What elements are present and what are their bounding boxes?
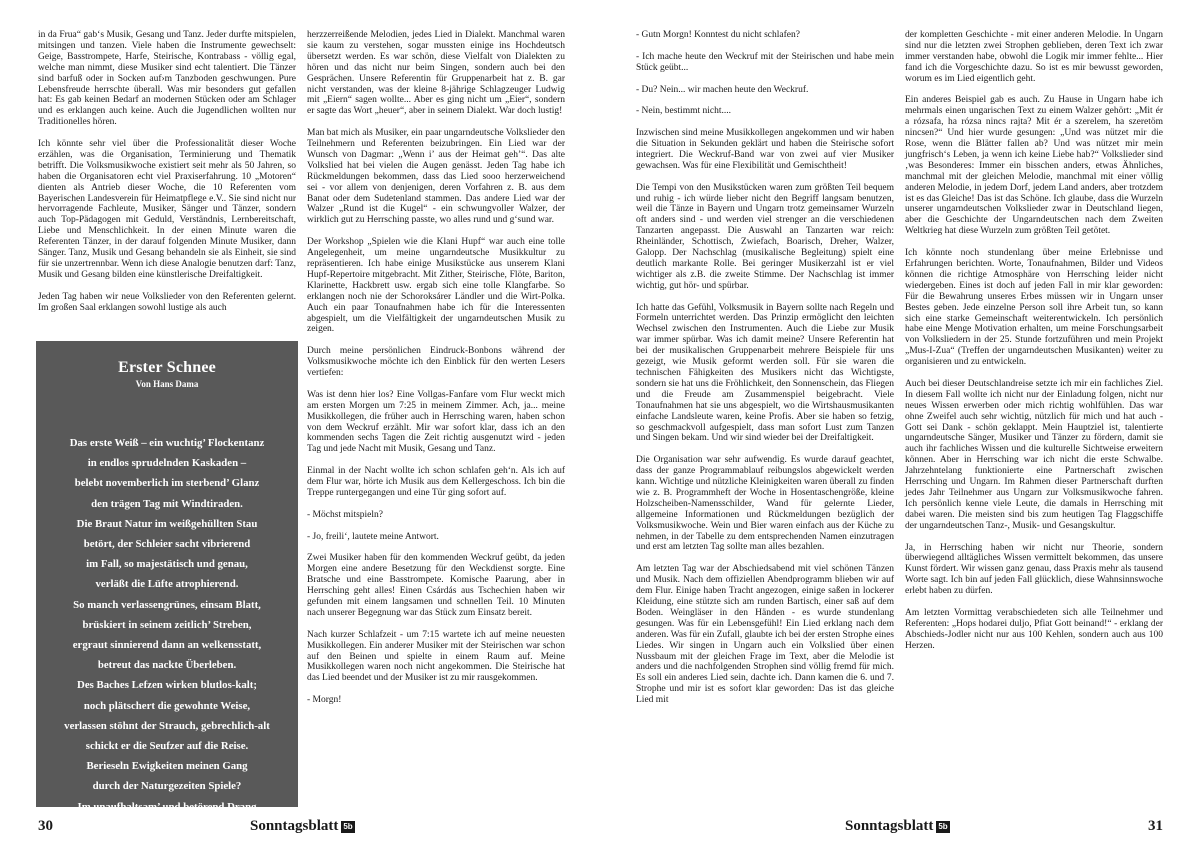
poem-author: Von Hans Dama: [135, 379, 199, 389]
paragraph: der kompletten Geschichte - mit einer anderen Melodie. In Ungarn sind nur die letzten zwei Strophen geblieben, deren Text ich zwar immer verstanden habe, obwohl die Logik mir immer fehlte... Hier fand ich die Vorgeschichte dazu. So ist es mir bewusst geworden, worum es im Lied eigentlich geht.: [905, 30, 1163, 84]
poem-line: verlassen stöhnt der Strauch, gebrechlich-alt: [64, 719, 270, 732]
paragraph: Ich hatte das Gefühl, Volksmusik in Bayern sollte nach Regeln und Formeln unterrichtet werden. Das Prinzip ermöglicht den leichten Wechsel zwischen den Instrumenten. Auch die Liebe zur Musik war immer spürbar. Was ich damit meine? Unsere Referentin hat bei der musikalischen Gruppenarbeit mehrere Beispiele für uns gezeigt, wie Musik geformt werden soll. Für sie waren die technischen Fähigkeiten des Musikers nicht das Wichtigste, sondern sie hat uns die Fröhlichkeit, den Sonnenschein, das Fliegen und die Freude am Zusammenspiel beigebracht. Viele Tonaufnahmen hat sie uns abgespielt, wo die Wirtshausmusikanten einfache Landsleute waren, keine Profis. Aber sie haben so fetzig, so geschmackvoll aufgespielt, dass man sofort Lust zum Tanzen und Singen bekam. Und wir sind wieder bei der Dreifaltigkeit.: [636, 302, 894, 444]
paragraph: - Nein, bestimmt nicht....: [636, 106, 731, 117]
poem-line: Des Baches Lefzen wirken blutlos-kalt;: [77, 679, 257, 692]
paragraph: Durch meine persönlichen Eindruck-Bonbons während der Volksmusikwoche möchte ich den Einblick für den werten Lesers vertiefen:: [307, 346, 565, 379]
left-page-column-2: [307, 30, 565, 717]
paragraph: in da Frua“ gab‘s Musik, Gesang und Tanz. Jeder durfte mitspielen, mitsingen und tanzen. Viele haben die Instrumente gewechselt: Geige, Basstrompete, Harfe, Steirische, Kontrabass - völlig egal, welche man nimmt, diese Musiker sind echt talentiert. Die Tänzer sind barfuß oder in Socken auf›m Tanzboden geschwungen. Pure Lebensfreude herrschte überall. Was mir besonders gut gefallen hat: Es gab keinen Bedarf an modernen Stücken oder am Schlager und es erklangen auch keine. Auch die Jugendlichen wollten nur Traditionelles hören.: [38, 30, 296, 128]
paragraph: - Gutn Morgn! Konntest du nicht schlafen?: [636, 30, 800, 40]
paragraph: Am letzten Vormittag verabschiedeten sich alle Teilnehmer und Referenten: „Hops hodarei duljo, Pfiat Gott beinand!“ - erklang der Abschieds-Jodler nicht nur aus 100 Kehlen, sondern auch aus 100 Herzen.: [905, 607, 1163, 651]
paragraph: - Morgn!: [307, 695, 342, 706]
poem-line: in endlos sprudelnden Kaskaden –: [87, 457, 247, 470]
paragraph: - Jo, freili‘, lautete meine Antwort.: [307, 531, 439, 542]
brand-footer-left: [250, 818, 355, 835]
paragraph: - Ich mache heute den Weckruf mit der Steirischen und habe mein Stück geübt...: [636, 51, 894, 73]
paragraph: Man bat mich als Musiker, ein paar ungarndeutsche Volkslieder den Teilnehmern und Referenten beizubringen. Ein Lied war der Wunsch von Dagmar: „Wenn i’ aus der Heimat geh’“. Das alte Volkslied hat bei vielen die Augen genässt. Jeden Tag habe ich Rückmeldungen bekommen, dass das Lied sooo herzerweichend sei - vor allem von denjenigen, deren Vorfahren z. B. aus dem Banat oder dem Sudetenland stammen. Das andere Lied war der Walzer „Rund ist die Kugel“ - ein schwungvoller Walzer, der wirklich gut zu Herrsching passte, wo alles rund und g‘sund war.: [307, 128, 565, 226]
paragraph: Zwei Musiker haben für den kommenden Weckruf geübt, da jeden Morgen eine andere Besetzung für den Weckdienst sorgte. Eine Bratsche und eine Basstrompete. Komische Paarung, aber in Herrsching geht alles! Einen Csárdás aus Tschechien haben wir gefunden mit einem langsamen und schnellen Teil. 10 Minuten nach unserer Begegnung war das Stück zum Einsatz bereit.: [307, 553, 565, 618]
poem-line: schickt er die Seufzer auf die Reise.: [85, 740, 249, 753]
paragraph: Einmal in der Nacht wollte ich schon schlafen geh‘n. Als ich auf dem Flur war, hörte ich Musik aus dem Kellergeschoss. Ich bin die Treppe runtergegangen und eine Tür ging sofort auf.: [307, 466, 565, 498]
paragraph: Was ist denn hier los? Eine Vollgas-Fanfare vom Flur weckt mich am ersten Morgen um 7:25 in meinem Zimmer. Ach, ja... meine Musikkollegen, die früher auch in Herrsching waren, haben schon von dem Weckruf erzählt. Mir war sofort klar, dass ich an den kommenden sechs Tagen die Zeit richtig ausgenutzt wird - jeden Tag und jede Nacht mit Musik, Gesang und Tanz.: [307, 389, 565, 455]
poem-line: So manch verlassengrünes, einsam Blatt,: [73, 598, 261, 611]
brand-logo-icon: 5b: [938, 821, 948, 831]
paragraph: Nach kurzer Schlafzeit - um 7:15 wartete ich auf meine neuesten Musikkollegen. Ein anderer Musiker mit der Steirischen war schon auf den Beinen und spielte in einem Raum auf. Meine Musikkollegen waren noch nicht angekommen. Die Steirische hat das Lied beendet und der Musiker ist zu mir rausgekommen.: [307, 629, 565, 684]
poem-box: [36, 341, 298, 813]
paragraph: Inzwischen sind meine Musikkollegen angekommen und wir haben die Situation in Sekunden geklärt und haben die Steirische sofort integriert. Die Weckruf-Band war von zwei auf vier Musiker gewachsen. Was für eine Flexibilität und Gemischtheit!: [636, 128, 894, 171]
poem-line: noch plätschert die gewohnte Weise,: [83, 699, 251, 712]
paragraph: Der Workshop „Spielen wie die Klani Hupf“ war auch eine tolle Angelegenheit, um meine ungarndeutsche Musikkultur zu repräsentieren. Ich habe einige Musikstücke aus unserem Klani Hupf-Repertoire mitgebracht. Mit Zither, Steirische, Flöte, Bariton, Klarinette, Hackbrett usw. ergab sich eine tolle Klangfarbe. So erklangen noch nie der Schoroksárer Ländler und die Wirt-Polka. Auch ein paar Tonaufnahmen habe ich für die Interessenten abgespielt, um die Vielfältigkeit der ungarndeutschen Musik zu zeigen.: [307, 237, 565, 335]
poem-line: verläßt die Lüfte atrophierend.: [95, 578, 239, 591]
page-31: [600, 0, 1200, 849]
poem-line: den trägen Tag mit Windtiraden.: [91, 497, 243, 510]
page-number-left: 30: [38, 818, 53, 834]
poem-line: ergraut sinnierend dann an welkensstatt,: [72, 639, 262, 652]
right-page-column-2: [905, 30, 1163, 662]
paragraph: Jeden Tag haben wir neue Volkslieder von den Referenten gelernt. Im großen Saal erklangen sowohl lustige als auch: [38, 291, 296, 313]
poem-line: Die Braut Natur im weißgehüllten Stau: [76, 517, 258, 530]
poem-lines: [36, 433, 298, 817]
poem-line: durch der Naturgezeiten Spiele?: [92, 780, 242, 793]
paragraph: - Du? Nein... wir machen heute den Weckruf.: [636, 84, 809, 95]
brand-logo-icon: 5b: [343, 821, 353, 831]
paragraph: Am letzten Tag war der Abschiedsabend mit viel schönen Tänzen und Musik. Nach dem offiziellen Abendprogramm blieben wir auf dem Flur. Einige haben Tracht angezogen, einige saßen in lockerer Kleidung, eine stützte sich am runden Bartisch, einer saß auf dem Boden. Weingläser in den Händen - es wurde stundenlang gesungen. Was für ein Lebensgefühl! Ein Lied erklang nach dem anderen. Was für ein Zufall, glaubte ich bei der ersten Strophe eines Liedes. Wir singen in Ungarn auch ein Volkslied über einen Nussbaum mit der gleichen Frage im Text, aber die Melodie ist anders und die nachfolgenden Strophen sind völlig fremd für mich. Es soll ein anderes Lied sein, dachte ich. Dann kamen die 6. und 7. Strophe und mir ist es sofort klar geworden: Das ist das gleiche Lied mit: [636, 564, 894, 706]
poem-line: belebt novemberlich im sterbend’ Glanz: [74, 477, 260, 490]
brand-name: Sonntagsblatt: [845, 818, 934, 834]
right-page-column-1: [636, 30, 894, 717]
page-number-right: 31: [1148, 818, 1163, 834]
paragraph: Die Tempi von den Musikstücken waren zum größten Teil bequem und ruhig - ich würde lieber nicht den Begriff langsam benutzen, weil die Tänze in Bayern und Ungarn trotz gemeinsamer Wurzeln oft anders sind - und werden viel strenger an die verschiedenen Tanzarten angepasst. Die Auswahl an Tanzarten war reich: Rheinländer, Schottisch, Zwiefach, Boarisch, Dreher, Walzer, Galopp. Der Nachschlag (musikalische Begleitung) spielt eine deutlich markante Rolle. Bei geringer Musikerzahl ist er viel wichtiger als z.B. die zweite Stimme. Der Nachschlag ist immer wichtig, gut hör- und spürbar.: [636, 182, 894, 291]
poem-line: brüskiert in seinem zeitlich’ Streben,: [82, 618, 252, 631]
left-page-column-1: [38, 30, 296, 324]
poem-title: Erster Schnee: [118, 359, 216, 376]
paragraph: Ich könnte sehr viel über die Professionalität dieser Woche erzählen, was die Organisation, Terminierung und Thematik betrifft. Die Volksmusikwoche existiert seit mehr als 50 Jahren, so haben die Organisatoren echt viel Praxiserfahrung. 10 „Motoren“ dienten als Antrieb dieser Woche, die 10 Referenten vom Bayerischen Landesverein für Heimatpflege e.V.. Sie sind nicht nur hervorragende Fachleute, Musiker, Sänger und Tänzer, sondern auch Top-Pädagogen mit Geduld, Verständnis, Lernbereitschaft, Liebe und Menschlichkeit. In der einen Minute waren die Referenten Tänzer, in der darauf folgenden Minute Musiker, dann Sänger. Tanz, Musik und Gesang behandeln sie als Einheit, sie sind für sie unzertrennbar. Wenn ich diese Analogie benutzen darf: Tanz, Musik und Gesang bilden eine künstlerische Dreifaltigkeit.: [38, 139, 296, 280]
paragraph: Auch bei dieser Deutschlandreise setzte ich mir ein fachliches Ziel. In diesem Fall wollte ich nicht nur der Einladung folgen, nicht nur neues Wissen erwerben oder mich richtig wohlfühlen. Das war ohne Zweifel auch sehr wichtig, nützlich für mich und hat auch - Gott sei Dank - schön geklappt. Mein Hauptziel ist, talentierte ungarndeutsche Sänger, Musiker und Tänzer zu fördern, damit sie auch ihr fachliches Wissen und die kulturelle Sichtweise erweitern können. Aber in Herrsching war ich nicht die erste Schwalbe. Jahrzehntelang funktionierte eine Partnerschaft zwischen Herrsching und Ungarn. Im Rahmen dieser Partnerschaft durften jedes Jahr Teilnehmer aus Ungarn zur Volksmusikwoche fahren. Ich persönlich kenne viele Leute, die damals in Herrsching mit dabei waren. Die meisten sind bis zum heutigen Tag Flaggschiffe der ungarndeutschen Tanz-, Musik- und Gesangskultur.: [905, 378, 1163, 531]
poem-line: Im unaufhaltsam’ und betörend Drang: [77, 800, 257, 813]
poem-line: betört, der Schleier sacht vibrierend: [83, 538, 251, 551]
paragraph: herzzerreißende Melodien, jedes Lied in Dialekt. Manchmal waren sie kaum zu verstehen, sogar mussten einige ins Hochdeutsch übersetzt werden. Es war schön, diese Vielfalt von Dialekten zu hören und das nicht nur beim Singen, sondern auch bei den Gesprächen. Unsere Referentin für Gruppenarbeit hat z. B. gar nicht verstanden, was der kleine 8-jährige Schlagzeuger Ludwig mit „Eiern“ sagen wollte... Aber es ging nicht um „Eier“, sondern er sagte das Wort „heuer“, aber in seinem Dialekt. War doch lustig!: [307, 30, 565, 117]
paragraph: Ein anderes Beispiel gab es auch. Zu Hause in Ungarn habe ich mehrmals einen ungarischen Text zu einem Walzer gehört: „Mit ér a rózsafa, ha rózsa nincs rajta? Mit ér a szerelem, ha szeretöm nincsen?“ Und hier wurde gesungen: „Und was nützet mir die Rose, wenn die Blätter fallen ab? Und was nützet mir mein jungfrisch‘s Leben, ja wenn ich keine Liebe hab?“ Volkslieder sind ‚was Besonderes: Immer ein bisschen anders, etwas Ähnliches, manchmal mit der gleichen Melodie, manchmal mit einer völlig anderen Melodie, in jedem Dorf, jedem Land anders, aber trotzdem ist es das Gleiche! Das ist das Schöne. Ich glaube, dass die Wurzeln unserer ungarndeutschen Volkslieder zwar in Deutschland liegen, aber die Geschichte der Ungarndeutschen nach dem Zweiten Weltkrieg hat diese Wurzeln zum größten Teil getötet.: [905, 95, 1163, 237]
paragraph: Ja, in Herrsching haben wir nicht nur Theorie, sondern überwiegend alltägliches Wissen vermittelt bekommen, das unsere Kunst fördert. Wir wissen ganz genau, dass Praxis mehr als tausend Worte sagt. Ich bin auf jeden Fall glücklich, diese Wahnsinnswoche erlebt haben zu dürfen.: [905, 542, 1163, 597]
poem-line: Das erste Weiß – ein wuchtig’ Flockentanz: [69, 437, 265, 449]
poem-line: betreut das nackte Überleben.: [97, 659, 237, 672]
paragraph: - Möchst mitspieln?: [307, 509, 383, 520]
poem-line: Berieseln Ewigkeiten meinen Gang: [86, 760, 248, 773]
paragraph: Ich könnte noch stundenlang über meine Erlebnisse und Erfahrungen berichten. Worte, Tonaufnahmen, Bilder und Videos können die richtige Atmosphäre von Herrsching leider nicht wiedergeben. Eines ist doch auf jeden Fall in mir klar geworden: Für die Bewahrung unseres Erbes müssen wir in Ungarn unser Bestes geben. Jede einzelne Person soll ihre Arbeit tun, so kann sich eine starke Gemeinschaft weiterentwickeln. Ich persönlich habe eine Menge Motivation erhalten, um meine Forschungsarbeit von Volksliedern in der 25. Stunde fortzuführen und mein Projekt „Mus-I-Zua“ (Treffen der ungarndeutschen Musikanten) weiter zu organisieren und zu entwickeln.: [905, 248, 1163, 368]
brand-name: Sonntagsblatt: [250, 818, 339, 834]
brand-footer-right: [845, 818, 950, 835]
paragraph: Die Organisation war sehr aufwendig. Es wurde darauf geachtet, dass der ganze Programmablauf reibungslos abgewickelt werden kann. Wichtige und nützliche Kleinigkeiten waren überall zu finden wie z. B. Programmheft der Woche in Hosentaschengröße, kleine Holzscheiben-Namensschilder, Wand für gelernte Lieder, allgemeine Informationen und Rückmeldungen bezüglich der Volksmusikwoche. Wein und Bier waren einfach aus der Küche zu nehmen, in der Tabelle zu dem entsprechenden Namen einzutragen und erst am letzten Tag sollte man alles bezahlen.: [636, 455, 894, 553]
poem-line: im Fall, so majestätisch und genau,: [86, 558, 248, 571]
